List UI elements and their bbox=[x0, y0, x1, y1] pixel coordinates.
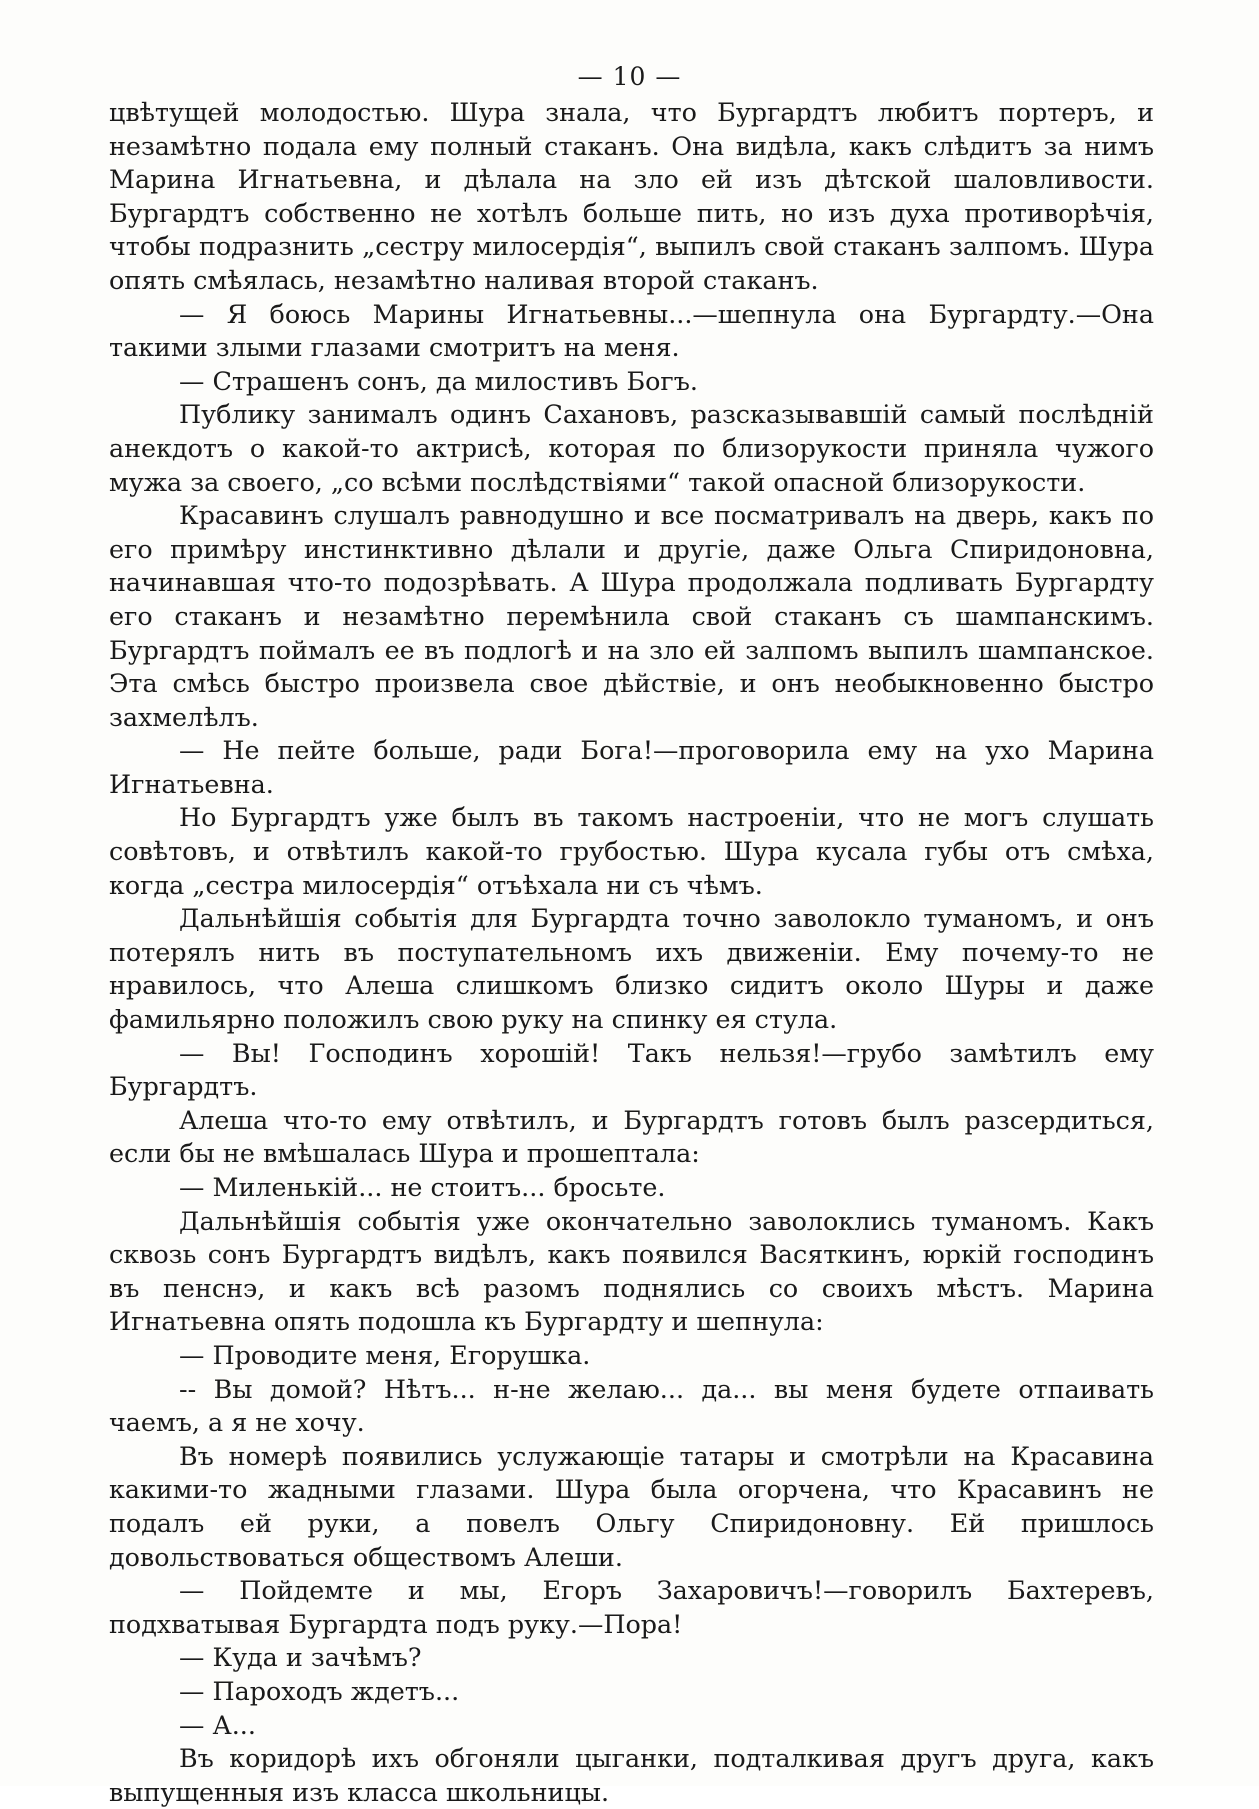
paragraph: Въ номерѣ появились услужающіе татары и смотрѣли на Красавина какими-то жадными глазами. Шура была огорчена, что Красавинъ не подалъ ей руки, а повелъ Ольгу Спиридоновну. Ей пришлось довольствоваться обществомъ Алеши. bbox=[109, 1440, 1154, 1572]
paragraph: Дальнѣйшія событія для Бургардта точно заволокло туманомъ, и онъ потерялъ нить въ поступательномъ ихъ движеніи. Ему почему-то не нравилось, что Алеша слишкомъ близко сидитъ около Шуры и даже фамильярно положилъ свою руку на спинку ея стула. bbox=[109, 903, 1154, 1035]
paragraph: цвѣтущей молодостью. Шура знала, что Бургардтъ любитъ портеръ, и незамѣтно подала ему полный стаканъ. Она видѣла, какъ слѣдитъ за нимъ Марина Игнатьевна, и дѣлала на зло ей изъ дѣтской шаловливости. Бургардтъ собственно не хотѣлъ больше пить, но изъ духа противорѣчія, чтобы подразнить „сестру милосердія“, выпилъ свой стаканъ залпомъ. Шура опять смѣялась, незамѣтно наливая второй стаканъ. bbox=[109, 97, 1154, 295]
paragraph: -- Вы домой? Нѣтъ... н-не желаю... да... вы меня будете отпаивать чаемъ, а я не хочу. bbox=[109, 1373, 1154, 1438]
page-number: — 10 — bbox=[577, 62, 682, 91]
paragraph: Алеша что-то ему отвѣтилъ, и Бургардтъ готовъ былъ разсердиться, если бы не вмѣшалась Шура и прошептала: bbox=[109, 1104, 1154, 1169]
paragraph: — А... bbox=[179, 1709, 256, 1740]
paragraph: Публику занималъ одинъ Сахановъ, разсказывавшій самый послѣдній анекдотъ о какой-то актрисѣ, которая по близорукости приняла чужого мужа за своего, „со всѣми послѣдствіями“ такой опасной близорукости. bbox=[109, 399, 1154, 497]
paragraph: — Пароходъ ждетъ... bbox=[179, 1675, 460, 1706]
paragraph: — Страшенъ сонъ, да милостивъ Богъ. bbox=[179, 365, 698, 396]
paragraph: — Пойдемте и мы, Егоръ Захаровичъ!—говорилъ Бахтеревъ, подхватывая Бургардта подъ руку.—Пора! bbox=[109, 1575, 1154, 1639]
paragraph: — Куда и зачѣмъ? bbox=[179, 1642, 422, 1673]
paragraph: — Вы! Господинъ хорошій! Такъ нельзя!—грубо замѣтилъ ему Бургардтъ. bbox=[109, 1037, 1154, 1102]
paragraph: Дальнѣйшія событія уже окончательно заволоклись туманомъ. Какъ сквозь сонъ Бургардтъ видѣлъ, какъ появился Васяткинъ, юркій господинъ въ пенснэ, и какъ всѣ разомъ поднялись со своихъ мѣстъ. Марина Игнатьевна опять подошла къ Бургардту и шепнула: bbox=[109, 1205, 1154, 1337]
paragraph: Въ коридорѣ ихъ обгоняли цыганки, подталкивая другъ друга, какъ выпущенныя изъ класса школьницы. bbox=[109, 1743, 1154, 1807]
paragraph: — Проводите меня, Егорушка. bbox=[179, 1339, 591, 1370]
paragraph: — Не пейте больше, ради Бога!—проговорила ему на ухо Марина Игнатьевна. bbox=[109, 735, 1154, 799]
paragraph: Но Бургардтъ уже былъ въ такомъ настроеніи, что не могъ слушать совѣтовъ, и отвѣтилъ какой-то грубостью. Шура кусала губы отъ смѣха, когда „сестра милосердія“ отъѣхала ни съ чѣмъ. bbox=[109, 802, 1154, 900]
paragraph: — Миленькій... не стоитъ... бросьте. bbox=[179, 1172, 666, 1202]
paragraph: Красавинъ слушалъ равнодушно и все посматривалъ на дверь, какъ по его примѣру инстинктивно дѣлали и другіе, даже Ольга Спиридоновна, начинавшая что-то подозрѣвать. А Шура продолжала подливать Бургардту его стаканъ и незамѣтно перемѣнила свой стаканъ съ шампанскимъ. Бургардтъ поймалъ ее въ подлогѣ и на зло ей залпомъ выпилъ шампанское. Эта смѣсь быстро произвела свое дѣйствіе, и онъ необыкновенно быстро захмелѣлъ. bbox=[109, 500, 1154, 732]
body-text bbox=[109, 96, 1154, 1809]
paragraph: — Я боюсь Марины Игнатьевны...—шепнула она Бургардту.—Она такими злыми глазами смотритъ на меня. bbox=[109, 298, 1154, 363]
